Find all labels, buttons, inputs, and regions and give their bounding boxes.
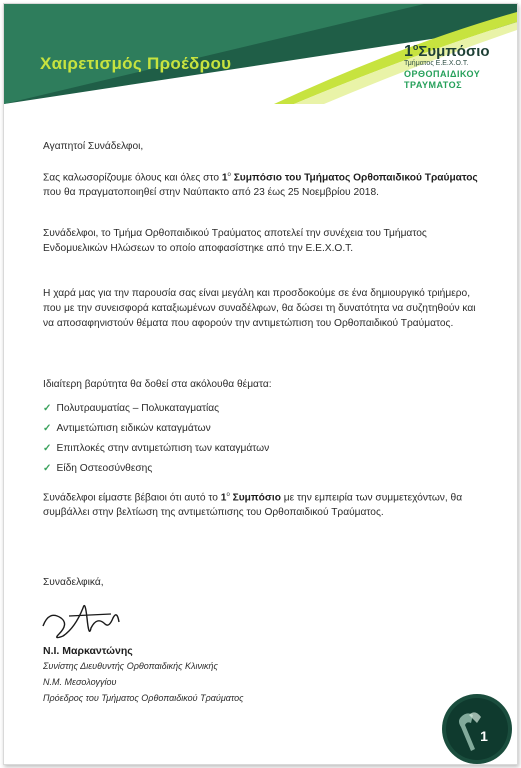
check-icon: ✓: [43, 423, 52, 434]
signer-name: Ν.Ι. Μαρκαντώνης: [43, 645, 133, 657]
signature-image: [39, 588, 129, 648]
logo-line-trauma: ΤΡΑΥΜΑΤΟΣ: [404, 80, 463, 90]
paragraph-welcome: Σας καλωσορίζουμε όλους και όλες στο $1^o$ Συμπόσιο του Τμήματος Ορθοπαιδικού Τραύματος που θα πραγματοποιηθεί στην Ναύπακτο από 23 έως 25 Νοεμβρίου 2018.: [43, 172, 478, 199]
signer-role-director: Συνίστης Διευθυντής Ορθοπαιδικής Κλινικής: [43, 661, 218, 671]
paragraph-joy: Η χαρά μας για την παρουσία σας είναι μεγάλη και προσδοκούμε σε ένα δημιουργικό τριήμερο, που με την συνεισφορά καταξιωμένων συναδέλφων, θα δώσει τη δυνατότητα να συζητηθούν και να αποσαφηνιστούν θέματα που αφορούν την αντιμετώπιση του Ορθοπαιδικού Τραύματος.: [43, 288, 476, 329]
logo-title: $1^o\Sigma\upsilon\mu\pi ό\sigma\iota o$: [404, 42, 490, 60]
list-item: ✓ Είδη Οστεοσύνθεσης: [43, 463, 153, 474]
list-item: ✓ Πολυτραυματίας – Πολυκαταγματίας: [43, 403, 220, 414]
list-item: ✓ Επιπλοκές στην αντιμετώπιση των καταγμάτων: [43, 443, 270, 454]
check-icon: ✓: [43, 443, 52, 454]
symposium-logo: [404, 42, 514, 91]
paragraph-conclusion: Συνάδελφοι είμαστε βέβαιοι ότι αυτό το $1^o$ Συμπόσιο με την εμπειρία των συμμετεχόντων, θα συμβάλλει στην βελτίωση της αντιμετώπισης του Ορθοπαιδικού Τραύματος.: [43, 492, 463, 519]
closing: Συναδελφικά,: [43, 577, 104, 588]
check-icon: ✓: [43, 463, 52, 474]
header-title: Χαιρετισμός Προέδρου: [40, 54, 232, 73]
letter-page: [3, 3, 518, 765]
logo-subtitle: Τμήματος Ε.Ε.Χ.Ο.Τ.: [404, 60, 469, 67]
check-icon: ✓: [43, 403, 52, 414]
page-number: 1: [480, 728, 488, 744]
greeting: Αγαπητοί Συνάδελφοι,: [43, 141, 144, 152]
signer-role-hospital: Ν.Μ. Μεσολογγίου: [43, 677, 117, 687]
topics-list: [43, 399, 269, 479]
paragraph-department: Συνάδελφοι, το Τμήμα Ορθοπαιδικού Τραύματος αποτελεί την συνέχεια του Τμήματος Ενδομυελικών Ηλώσεων το οποίο αποφασίστηκε από την Ε.Ε.Χ.Ο.Τ.: [43, 228, 427, 254]
signer-role-president: Πρόεδρος του Τμήματος Ορθοπαιδικού Τραύματος: [43, 693, 244, 703]
list-item: ✓ Αντιμετώπιση ειδικών καταγμάτων: [43, 423, 211, 434]
paragraph-topics-intro: Ιδιαίτερη βαρύτητα θα δοθεί στα ακόλουθα θέματα:: [43, 379, 272, 390]
logo-line-orthopaedic: ΟΡΘΟΠΑΙΔΙΚΟΥ: [404, 69, 481, 79]
